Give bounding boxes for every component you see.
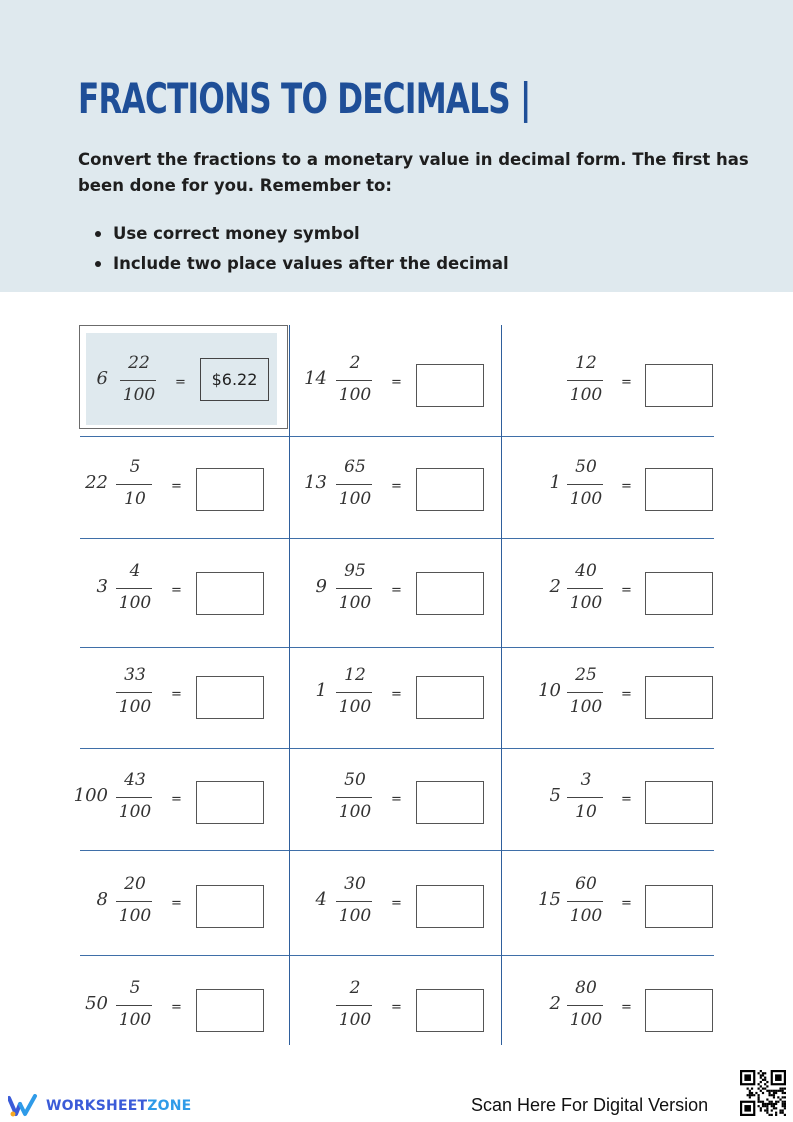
- equals-sign: =: [391, 583, 402, 598]
- fraction: [116, 874, 154, 928]
- equals-sign: =: [621, 375, 632, 390]
- whole-number: 4: [315, 889, 327, 910]
- denominator: 100: [338, 489, 372, 509]
- fraction-bar: [116, 901, 152, 902]
- equals-sign: =: [171, 792, 182, 807]
- numerator: 50: [344, 770, 366, 790]
- numerator: 80: [575, 978, 597, 998]
- row-divider: [80, 538, 714, 539]
- page-title: FRACTIONS TO DECIMALS |: [78, 74, 531, 123]
- answer-box[interactable]: [645, 468, 713, 511]
- row-divider: [80, 955, 714, 956]
- answer-box[interactable]: [416, 989, 484, 1032]
- fraction: [116, 457, 154, 511]
- fraction-bar: [567, 797, 603, 798]
- denominator: 100: [338, 1010, 372, 1030]
- fraction: [567, 457, 605, 511]
- row-divider: [80, 647, 714, 648]
- numerator: 43: [124, 770, 146, 790]
- answer-example: $6.22: [200, 358, 269, 401]
- denominator: 100: [569, 1010, 603, 1030]
- answer-box[interactable]: [645, 572, 713, 615]
- column-divider: [501, 325, 502, 1045]
- whole-number: 1: [315, 680, 327, 701]
- numerator: 12: [575, 353, 597, 373]
- logo-text-worksheet: WORKSHEET: [46, 1098, 148, 1114]
- answer-box[interactable]: [645, 781, 713, 824]
- answer-box[interactable]: [196, 885, 264, 928]
- denominator: 100: [338, 802, 372, 822]
- numerator: 30: [344, 874, 366, 894]
- denominator: 100: [338, 906, 372, 926]
- answer-box[interactable]: [645, 676, 713, 719]
- fraction-bar: [116, 692, 152, 693]
- answer-box[interactable]: [416, 572, 484, 615]
- fraction: [336, 561, 374, 615]
- equals-sign: =: [171, 687, 182, 702]
- fraction: [336, 353, 374, 407]
- denominator: 100: [118, 906, 152, 926]
- fraction-bar: [567, 380, 603, 381]
- whole-number: 8: [96, 889, 108, 910]
- fraction-bar: [336, 797, 372, 798]
- denominator: 100: [122, 385, 156, 405]
- fraction: [120, 353, 158, 407]
- row-divider: [80, 436, 714, 437]
- denominator: 100: [118, 697, 152, 717]
- whole-number: 9: [315, 576, 327, 597]
- whole-number: 5: [549, 785, 561, 806]
- denominator: 100: [338, 593, 372, 613]
- fraction: [336, 770, 374, 824]
- fraction-bar: [336, 484, 372, 485]
- fraction: [116, 770, 154, 824]
- fraction-bar: [567, 1005, 603, 1006]
- equals-sign: =: [621, 1000, 632, 1015]
- fraction: [336, 874, 374, 928]
- numerator: 5: [129, 457, 141, 477]
- fraction: [567, 353, 605, 407]
- numerator: 65: [344, 457, 366, 477]
- fraction-bar: [567, 901, 603, 902]
- numerator: 12: [344, 665, 366, 685]
- answer-box[interactable]: [645, 885, 713, 928]
- numerator: 40: [575, 561, 597, 581]
- whole-number: 2: [549, 993, 561, 1014]
- denominator: 100: [569, 489, 603, 509]
- whole-number: 100: [73, 785, 108, 806]
- fraction-bar: [116, 484, 152, 485]
- numerator: 4: [129, 561, 141, 581]
- denominator: 100: [118, 593, 152, 613]
- equals-sign: =: [171, 896, 182, 911]
- scan-text: Scan Here For Digital Version: [471, 1095, 709, 1115]
- row-divider: [80, 850, 714, 851]
- fraction: [336, 978, 374, 1032]
- denominator: 100: [569, 385, 603, 405]
- fraction: [116, 665, 154, 719]
- denominator: 100: [338, 385, 372, 405]
- numerator: 20: [124, 874, 146, 894]
- answer-box[interactable]: [416, 364, 484, 407]
- fraction: [336, 665, 374, 719]
- equals-sign: =: [171, 479, 182, 494]
- whole-number: 1: [549, 472, 561, 493]
- equals-sign: =: [171, 583, 182, 598]
- answer-box[interactable]: [416, 885, 484, 928]
- answer-box[interactable]: [645, 364, 713, 407]
- numerator: 25: [575, 665, 597, 685]
- denominator: 100: [569, 697, 603, 717]
- worksheetzone-logo-icon: [8, 1094, 42, 1118]
- equals-sign: =: [391, 375, 402, 390]
- denominator: 10: [575, 802, 597, 822]
- numerator: 60: [575, 874, 597, 894]
- header-panel: [0, 0, 793, 292]
- answer-box[interactable]: [196, 468, 264, 511]
- equals-sign: =: [175, 375, 186, 390]
- equals-sign: =: [621, 583, 632, 598]
- answer-box[interactable]: [416, 676, 484, 719]
- fraction-bar: [567, 692, 603, 693]
- equals-sign: =: [621, 792, 632, 807]
- fraction-bar: [336, 380, 372, 381]
- numerator: 2: [349, 353, 361, 373]
- whole-number: 3: [96, 576, 108, 597]
- bullet-item: Use correct money symbol: [95, 219, 509, 249]
- numerator: 50: [575, 457, 597, 477]
- row-divider: [80, 748, 714, 749]
- fraction-bar: [116, 1005, 152, 1006]
- fraction-bar: [116, 797, 152, 798]
- equals-sign: =: [391, 1000, 402, 1015]
- fraction-bar: [120, 380, 156, 381]
- equals-sign: =: [391, 896, 402, 911]
- fraction: [567, 561, 605, 615]
- whole-number: 22: [85, 472, 108, 493]
- instructions-text: Convert the fractions to a monetary value in decimal form. The first has been done for you. Remember to:: [78, 150, 749, 195]
- numerator: 2: [349, 978, 361, 998]
- answer-box[interactable]: [196, 781, 264, 824]
- fraction: [336, 457, 374, 511]
- numerator: 95: [344, 561, 366, 581]
- whole-number: 6: [96, 368, 108, 389]
- fraction: [567, 874, 605, 928]
- whole-number: 13: [304, 472, 327, 493]
- fraction-bar: [567, 484, 603, 485]
- numerator: 5: [129, 978, 141, 998]
- answer-box[interactable]: [196, 676, 264, 719]
- fraction: [567, 665, 605, 719]
- worksheetzone-logo[interactable]: [8, 1094, 191, 1118]
- answer-box[interactable]: [645, 989, 713, 1032]
- bullet-item: Include two place values after the decimal: [95, 249, 509, 279]
- fraction-bar: [336, 588, 372, 589]
- equals-sign: =: [391, 479, 402, 494]
- equals-sign: =: [621, 479, 632, 494]
- fraction-bar: [116, 588, 152, 589]
- denominator: 10: [124, 489, 146, 509]
- fraction-bar: [336, 1005, 372, 1006]
- fraction-bar: [336, 901, 372, 902]
- denominator: 100: [338, 697, 372, 717]
- answer-box[interactable]: [416, 781, 484, 824]
- numerator: 3: [580, 770, 592, 790]
- whole-number: 14: [304, 368, 327, 389]
- denominator: 100: [118, 802, 152, 822]
- fraction: [567, 978, 605, 1032]
- fraction: [567, 770, 605, 824]
- answer-box[interactable]: [196, 572, 264, 615]
- whole-number: 50: [85, 993, 108, 1014]
- answer-box[interactable]: [196, 989, 264, 1032]
- denominator: 100: [569, 906, 603, 926]
- fraction-bar: [567, 588, 603, 589]
- denominator: 100: [118, 1010, 152, 1030]
- fraction-bar: [336, 692, 372, 693]
- logo-text-zone: ZONE: [147, 1098, 192, 1114]
- whole-number: 10: [538, 680, 561, 701]
- numerator: 33: [124, 665, 146, 685]
- answer-box[interactable]: [416, 468, 484, 511]
- logo-text: [46, 1098, 191, 1114]
- instructions-bullets: [95, 219, 509, 279]
- equals-sign: =: [621, 896, 632, 911]
- equals-sign: =: [391, 687, 402, 702]
- fraction: [116, 978, 154, 1032]
- whole-number: 15: [538, 889, 561, 910]
- numerator: 22: [128, 353, 150, 373]
- fraction: [116, 561, 154, 615]
- qr-code-icon[interactable]: [740, 1070, 786, 1116]
- denominator: 100: [569, 593, 603, 613]
- equals-sign: =: [171, 1000, 182, 1015]
- whole-number: 2: [549, 576, 561, 597]
- equals-sign: =: [391, 792, 402, 807]
- equals-sign: =: [621, 687, 632, 702]
